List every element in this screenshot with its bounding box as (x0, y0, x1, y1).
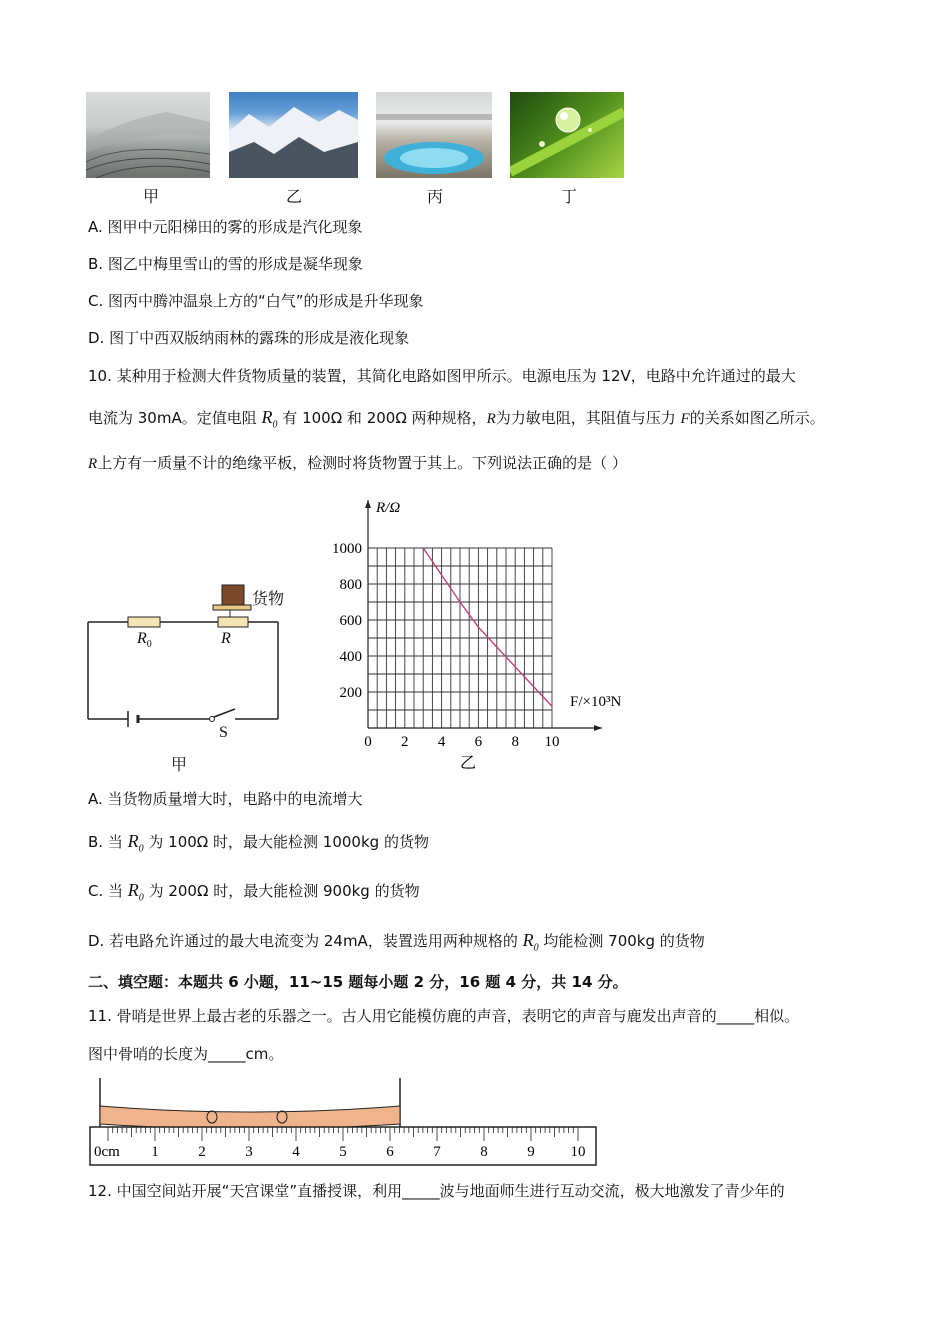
r-vs-f-chart (320, 488, 650, 778)
y-tick-label: 400 (339, 649, 362, 665)
r-label: R (221, 630, 231, 647)
ruler-label: 0cm (94, 1144, 120, 1160)
x-tick-label: 6 (474, 734, 483, 750)
r0-symbol-c: $R_0$ (127, 880, 144, 904)
q10-line2-part4: 的关系如图乙所示。 (689, 409, 825, 427)
q10-option-a: A. 当货物质量增大时，电路中的电流增大 (88, 790, 363, 808)
ruler-label: 10 (570, 1144, 586, 1160)
x-tick-label: 10 (544, 734, 560, 750)
ruler-figure (86, 1076, 601, 1168)
f-symbol: F (680, 411, 690, 427)
q12-line1: 12. 中国空间站开展“天宫课堂”直播授课，利用_____波与地面师生进行互动交流，极大地激发了青少年的 (88, 1182, 785, 1200)
q10-line3-text: 上方有一质量不计的绝缘平板，检测时将货物置于其上。下列说法正确的是（ ） (97, 454, 627, 472)
x-tick-label: 4 (437, 734, 446, 750)
ruler-label: 3 (245, 1144, 253, 1160)
x-axis-arrow (594, 725, 602, 731)
switch-lever (214, 709, 235, 717)
switch-pivot (210, 717, 215, 722)
y-tick-label: 800 (339, 577, 362, 593)
q10-line2-part1: 电流为 30mA。定值电阻 (88, 409, 257, 427)
dew-drop (510, 92, 624, 178)
q10-option-c: C. 当 $R_0$ 为 200Ω 时，最大能检测 900kg 的货物 (88, 880, 420, 904)
photo-terraced-fog (86, 92, 210, 178)
chart-grid (368, 548, 552, 728)
ruler-label: 2 (198, 1144, 206, 1160)
caption-jia: 甲 (143, 187, 160, 206)
mountain-shapes (229, 92, 358, 178)
q9-option-b: B. 图乙中梅里雪山的雪的形成是凝华现象 (88, 255, 363, 273)
q11-line1: 11. 骨哨是世界上最古老的乐器之一。古人用它能模仿鹿的声音，表明它的声音与鹿发出声音的_____相似。 (88, 1007, 800, 1025)
switch-label: S (219, 724, 228, 741)
r0-symbol-d: $R_0$ (522, 930, 539, 954)
q10-line3 (88, 452, 627, 473)
x-tick-label: 8 (511, 734, 519, 750)
r-symbol-2: R (88, 456, 98, 472)
q9-option-d: D. 图丁中西双版纳雨林的露珠的形成是液化现象 (88, 329, 410, 347)
q10-line1: 10. 某种用于检测大件货物质量的装置，其简化电路如图甲所示。电源电压为 12V，电路中允许通过的最大 (88, 367, 796, 385)
q10-line2-part3: 为力敏电阻，其阻值与压力 (495, 409, 676, 427)
terrace-lines (86, 92, 210, 178)
cargo-label: 货物 (252, 591, 285, 608)
caption-ding: 丁 (561, 187, 578, 206)
photo-snow-mountain (229, 92, 358, 178)
ruler-label: 9 (527, 1144, 535, 1160)
ruler-label: 8 (480, 1144, 488, 1160)
y-tick-label: 1000 (332, 541, 362, 557)
ruler-label: 5 (339, 1144, 347, 1160)
q10-option-d: D. 若电路允许通过的最大电流变为 24mA，装置选用两种规格的 $R_0$ 均能检测 700kg 的货物 (88, 930, 705, 954)
bone-whistle (100, 1106, 400, 1129)
caption-yi: 乙 (286, 187, 303, 206)
insulating-plate (213, 605, 251, 610)
circuit-caption: 甲 (171, 755, 188, 774)
section2-heading: 二、填空题：本题共 6 小题，11~15 题每小题 2 分，16 题 4 分，共 14 分。 (88, 973, 628, 991)
x-tick-label: 2 (401, 734, 409, 750)
r-resistor (218, 617, 248, 627)
x-axis-label: F/×10³N (570, 694, 622, 710)
q9-option-c: C. 图丙中腾冲温泉上方的“白气”的形成是升华现象 (88, 292, 424, 310)
y-axis-arrow (365, 500, 371, 508)
q11-line2: 图中骨哨的长度为_____cm。 (88, 1045, 284, 1063)
r0-symbol: $R_0$ (261, 407, 278, 431)
ruler-label: 1 (151, 1144, 159, 1160)
x-tick-label: 0 (364, 734, 372, 750)
photo-dew-drop (510, 92, 624, 178)
r0-label: $R_0$ (137, 630, 152, 651)
spring-pool (376, 92, 492, 178)
q9-option-a: A. 图甲中元阳梯田的雾的形成是汽化现象 (88, 218, 363, 236)
q10-line2-part2: 有 100Ω 和 200Ω 两种规格， (282, 409, 487, 427)
chart-caption: 乙 (459, 753, 477, 772)
y-tick-label: 200 (339, 685, 362, 701)
ruler-label: 6 (386, 1144, 394, 1160)
y-axis-label: R/Ω (376, 500, 401, 516)
ruler-label: 7 (433, 1144, 441, 1160)
q10-line2 (88, 407, 825, 431)
ruler-label: 4 (292, 1144, 300, 1160)
cargo-box (222, 585, 244, 605)
r0-symbol-b: $R_0$ (127, 831, 144, 855)
q10-option-b: B. 当 $R_0$ 为 100Ω 时，最大能检测 1000kg 的货物 (88, 831, 429, 855)
caption-bing: 丙 (427, 187, 444, 206)
photo-hot-spring (376, 92, 492, 178)
r0-resistor (128, 617, 160, 627)
r-symbol: R (486, 411, 496, 427)
y-tick-label: 600 (339, 613, 362, 629)
